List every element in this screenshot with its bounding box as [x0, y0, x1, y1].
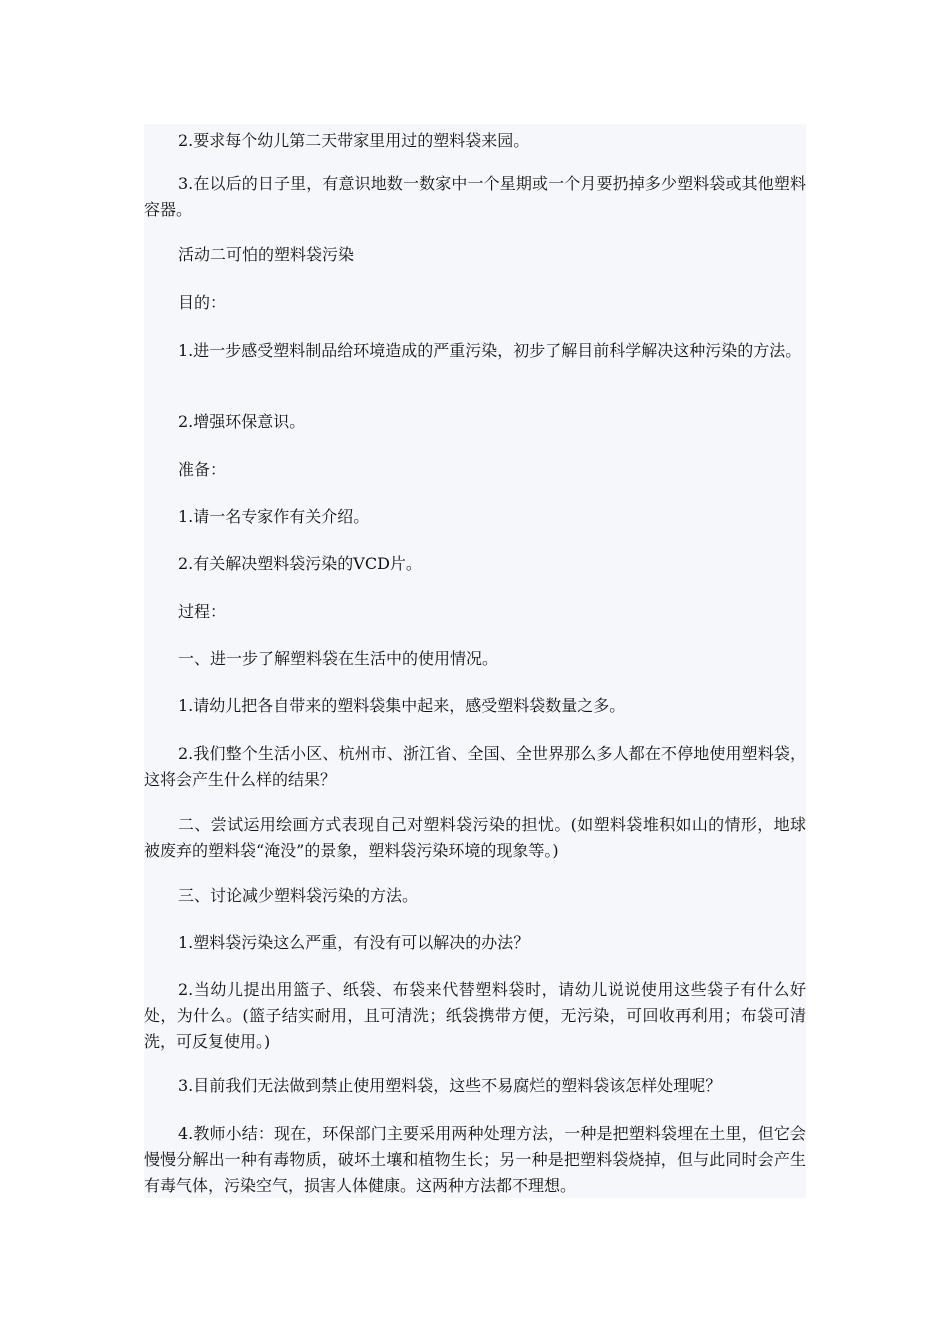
- paragraph-14: 二、尝试运用绘画方式表现自己对塑料袋污染的担忧。(如塑料袋堆积如山的情形，地球被废弃的塑料袋“淹没”的景象，塑料袋污染环境的现象等。): [144, 815, 806, 860]
- paragraph-purpose-label: 目的：: [178, 293, 227, 312]
- paragraph-17: 2.当幼儿提出用篮子、纸袋、布袋来代替塑料袋时，请幼儿说说使用这些袋子有什么好处，为什么。(篮子结实耐用，且可清洗；纸袋携带方便，无污染，可回收再利用；布袋可清洗，可反复使用。): [144, 980, 806, 1051]
- paragraph-18: 3.目前我们无法做到禁止使用塑料袋，这些不易腐烂的塑料袋该怎样处理呢？: [178, 1076, 722, 1095]
- paragraph-19: 4.教师小结：现在，环保部门主要采用两种处理方法，一种是把塑料袋埋在土里，但它会慢慢分解出一种有毒物质，破坏土壤和植物生长；另一种是把塑料袋烧掉，但与此同时会产生有毒气体，污染空气，损害人体健康。这两种方法都不理想。: [144, 1124, 806, 1195]
- paragraph-8: 1.请一名专家作有关介绍。: [178, 507, 370, 526]
- paragraph-process-label: 过程：: [178, 602, 227, 621]
- section-heading-activity-2: 活动二可怕的塑料袋污染: [178, 245, 355, 264]
- article-body: [144, 124, 806, 1198]
- paragraph-11: 一、进一步了解塑料袋在生活中的使用情况。: [178, 649, 499, 668]
- paragraph-13: 2.我们整个生活小区、杭州市、浙江省、全国、全世界那么多人都在不停地使用塑料袋，这将会产生什么样的结果？: [144, 744, 806, 789]
- paragraph-16: 1.塑料袋污染这么严重，有没有可以解决的办法？: [178, 933, 530, 952]
- paragraph-9: 2.有关解决塑料袋污染的VCD片。: [178, 554, 422, 573]
- paragraph-6: 2.增强环保意识。: [178, 412, 306, 431]
- paragraph-2: 3.在以后的日子里，有意识地数一数家中一个星期或一个月要扔掉多少塑料袋或其他塑料容器。: [144, 174, 806, 219]
- paragraph-15: 三、讨论减少塑料袋污染的方法。: [178, 886, 419, 905]
- paragraph-1: 2.要求每个幼儿第二天带家里用过的塑料袋来园。: [178, 131, 530, 150]
- paragraph-5: 1.进一步感受塑料制品给环境造成的严重污染，初步了解目前科学解决这种污染的方法。: [178, 341, 802, 360]
- paragraph-12: 1.请幼儿把各自带来的塑料袋集中起来，感受塑料袋数量之多。: [178, 696, 626, 715]
- paragraph-prep-label: 准备：: [178, 460, 227, 479]
